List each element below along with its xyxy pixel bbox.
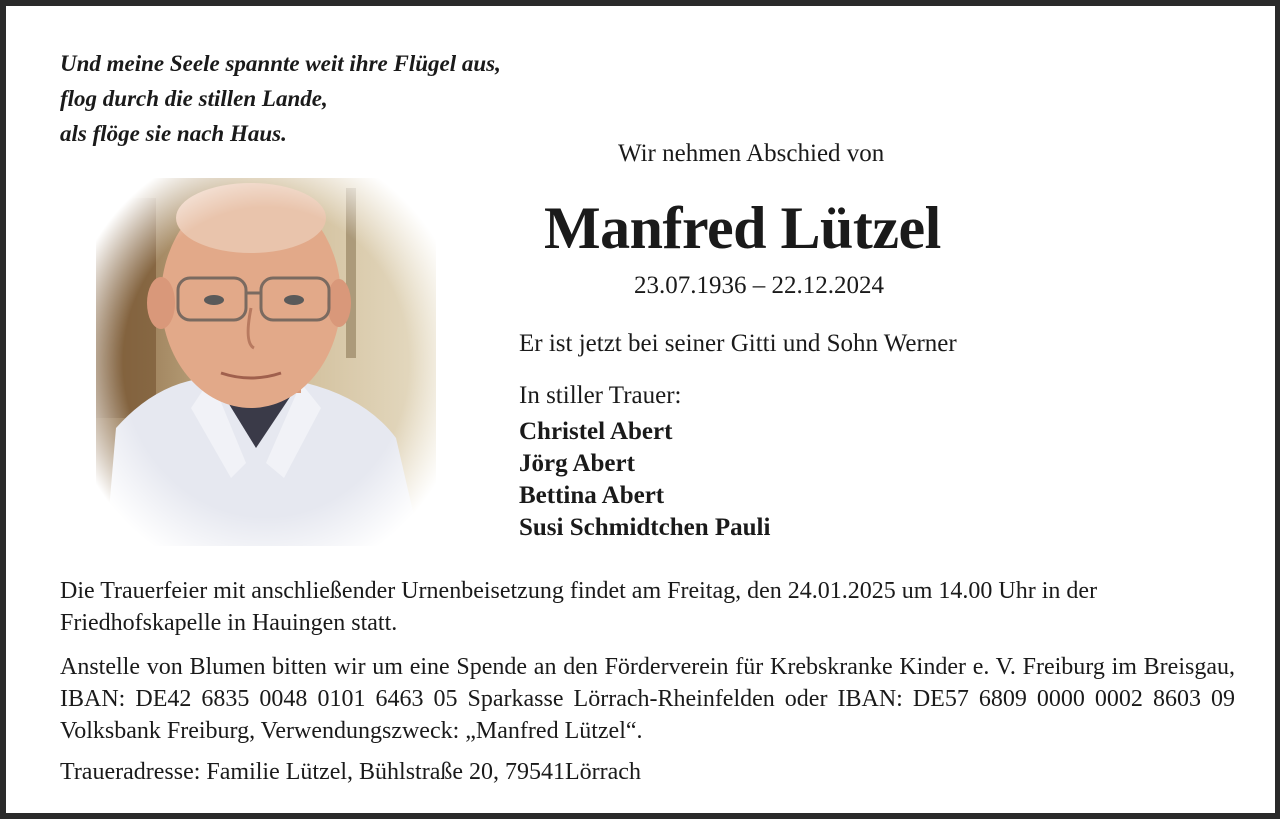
- portrait-photo: [96, 178, 436, 546]
- life-dates: 23.07.1936 – 22.12.2024: [634, 272, 884, 299]
- poem-line: als flöge sie nach Haus.: [60, 121, 287, 146]
- poem: [60, 46, 501, 151]
- ceremony-info: Die Trauerfeier mit anschließender Urnenbeisetzung findet am Freitag, den 24.01.2025 um 14.00 Uhr in der Friedhofskapelle in Hauingen statt.: [60, 578, 1098, 636]
- mourner-name: Susi Schmidtchen Pauli: [519, 514, 771, 541]
- mourning-address: Traueradresse: Familie Lützel, Bühlstraße 20, 79541Lörrach: [60, 759, 641, 785]
- mourner-name: Jörg Abert: [519, 450, 635, 477]
- deceased-name: Manfred Lützel: [544, 195, 941, 261]
- farewell-intro: Wir nehmen Abschied von: [618, 140, 885, 167]
- mourners-label: In stiller Trauer:: [519, 382, 682, 409]
- poem-line: Und meine Seele spannte weit ihre Flügel aus,: [60, 51, 501, 76]
- mourner-name: Bettina Abert: [519, 482, 665, 509]
- donation-info: Anstelle von Blumen bitten wir um eine Spende an den Förderverein für Krebskranke Kinder e. V. Freiburg im Breisgau, IBAN: DE42 6835 0048 0101 6463 05 Sparkasse Lörrach-Rheinfelden oder IBAN: DE57 6809 0000 0002 8603 09 Volksbank Freiburg, Verwendungszweck: „Manfred Lützel“.: [60, 654, 1235, 744]
- remembrance-note: Er ist jetzt bei seiner Gitti und Sohn Werner: [519, 330, 957, 357]
- mourner-name: Christel Abert: [519, 418, 673, 445]
- mourners-list: [519, 416, 770, 544]
- poem-line: flog durch die stillen Lande,: [60, 86, 328, 111]
